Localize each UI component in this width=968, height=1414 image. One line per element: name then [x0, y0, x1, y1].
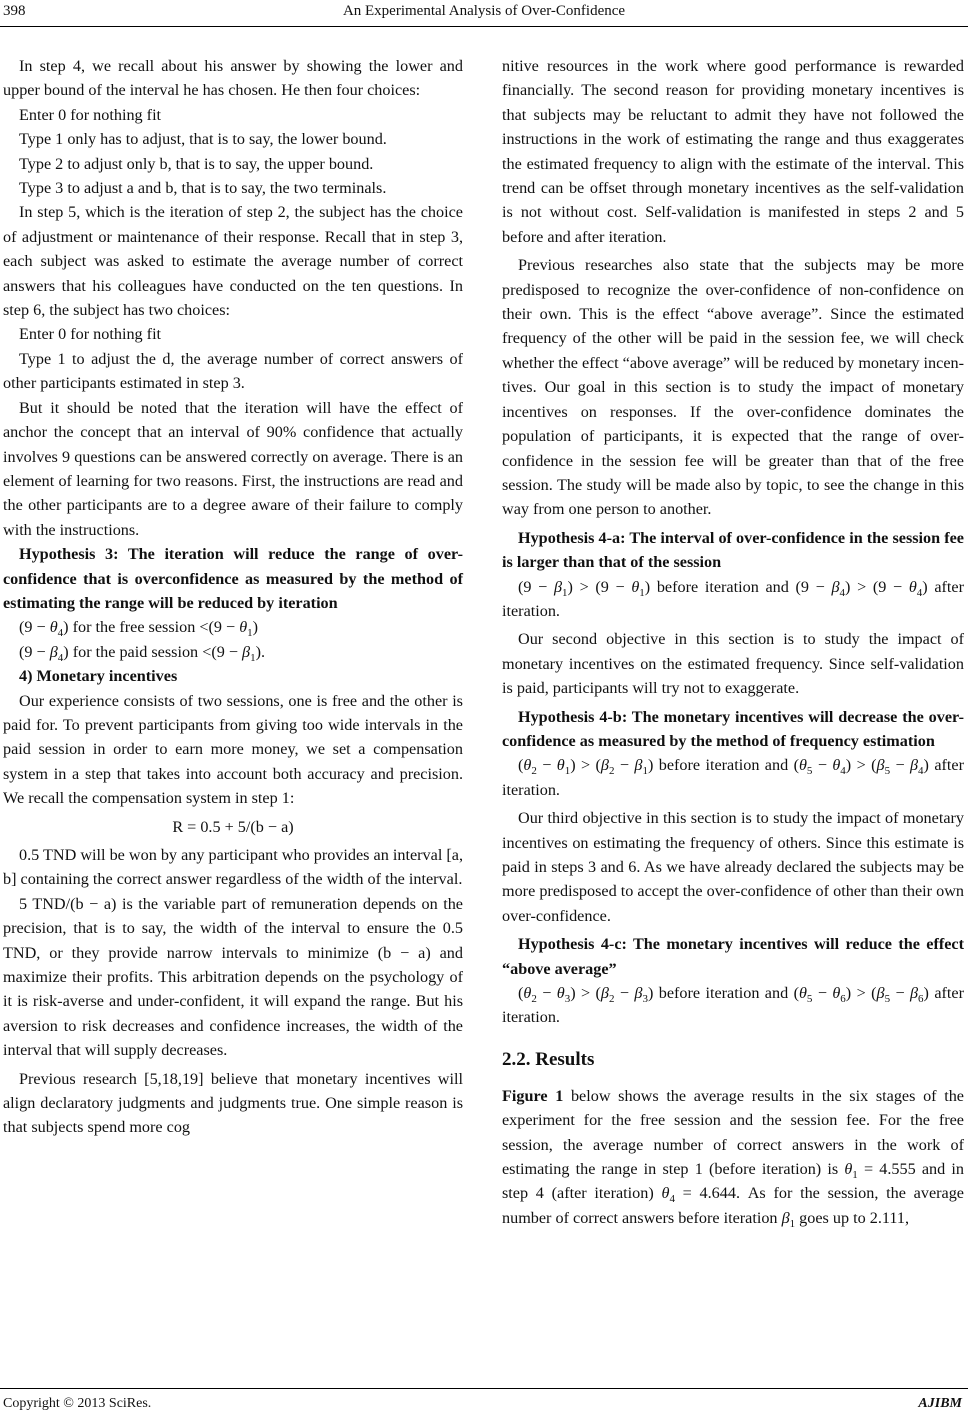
- paragraph: Type 1 to adjust the d, the average number of correct answers of other participants estimated in step 3.: [3, 349, 463, 393]
- equation: $(9 - \theta_4)$ for the free session $<(9 - \theta_1)$: [19, 618, 259, 640]
- figure-reference[interactable]: Figure 1: [502, 1086, 564, 1105]
- paragraph: 0.5 TND will be won by any participant who provides an interval [a, b] containing the correct answer regardless of the width of the interval.: [3, 846, 463, 889]
- formula: R = 0.5 + 5/(b − a): [172, 817, 294, 836]
- paragraph: Enter 0 for nothing fit: [19, 105, 162, 124]
- subsection-heading: 4) Monetary incentives: [19, 667, 178, 686]
- hypothesis-4b: Hypothesis 4-b: The monetary incentives will decrease the over-confidence as measured by the method of frequency estimation: [502, 707, 964, 750]
- header-rule: [0, 26, 968, 27]
- paragraph: Enter 0 for nothing fit: [19, 325, 162, 344]
- copyright: Copyright © 2013 SciRes.: [3, 1396, 152, 1411]
- paragraph: Previous research [5,18,19] believe that monetary incentives will align declaratory judgments and judgments true. One simple reason is that subjects spend more cog: [3, 1069, 463, 1137]
- hypothesis-4a: Hypothesis 4-a: The interval of over-confidence in the session fee is larger than that of the session: [502, 528, 964, 572]
- equation: $(\theta_2 - \theta_3) > (\beta_2 - \beta_3)$ before iteration and $(\theta_5 - \theta_6) > (\beta_5 - \beta_6)$ after iteration.: [502, 984, 964, 1027]
- paragraph: Type 3 to adjust a and b, that is to say, the two terminals.: [19, 179, 387, 198]
- equation: $(9 - \beta_1) > (9 - \theta_1)$ before iteration and $(9 - \beta_4) > (9 - \theta_4)$ after iteration.: [502, 577, 964, 620]
- paragraph: Figure 1 below shows the average results in the six stages of the experiment for the free session and the session fee. For the free session, the average number of correct answers in the work of estimating the range in step 1 (before iteration) is $\theta_1 = 4.555$ and in step 4 (after iteration) $\theta_4 = 4.644$. As for the session, the average number of correct answers before iteration $\beta_1$ goes up to 2.111,: [502, 1086, 965, 1231]
- paragraph: Previous researches also state that the subjects may be more predisposed to recognize the over-confidence of non-confidence on their own. This is the effect “above average”. Since the estimated frequency of the other will be paid in the session fee, we will check whether the effect “above average” will be reduced by monetary incentives. Our goal in this section is to study the impact of monetary incentives on responses. If the over-confidence dominates the population of participants, it is expected that the range of over-confidence in the session fee will be greater than that of the free session. The study will be made also by topic, to see the change in this way from one person to another.: [502, 256, 964, 519]
- left-column: [3, 54, 463, 1140]
- paragraph: 5 TND/(b − a) is the variable part of remuneration depends on the precision, that is to say, the width of the interval to ensure the 0.5 TND, or they provide narrow intervals to minimize (b − a) and maximize their profits. This arbitration depends on the psychology of it is risk-averse and under-confident, it will expand the range. But his aversion to risk decreases and confidence increases, the width of the interval that will supply decreases.: [3, 894, 463, 1060]
- paragraph: Our experience consists of two sessions, one is free and the other is paid for. To prevent participants from giving too wide intervals in the paid session in order to earn more money, we set a compensation system in a step that takes into account both accuracy and precision. We recall the compensation system in step 1:: [3, 691, 463, 808]
- equation: $(9 - \beta_4)$ for the paid session $<(9 - \beta_1)$.: [19, 642, 266, 664]
- paragraph: In step 4, we recall about his answer by showing the lower and upper bound of the interval he has chosen. He then four choices:: [3, 57, 463, 100]
- footer-rule: [0, 1388, 968, 1389]
- journal-name: AJIBM: [918, 1396, 962, 1411]
- paragraph: nitive resources in the work where good performance is rewarded financially. The second reason for providing monetary incentives is that subjects may be reluctant to admit they have not followed the instructions in the work of estimating the range and thus exaggerates the estimated frequency to align with the estimate of the interval. This trend can be offset through monetary incentives as the self-validation is not without cost. Self-validation is manifested in steps 2 and 5 before and after iteration.: [502, 57, 964, 246]
- hypothesis-3: Hypothesis 3: The iteration will reduce the range of over-confidence that is overconfidence as measured by the method of estimating the range will be reduced by iteration: [3, 545, 463, 612]
- equation: $(\theta_2 - \theta_1) > (\beta_2 - \beta_1)$ before iteration and $(\theta_5 - \theta_4) > (\beta_5 - \beta_4)$ after iteration.: [502, 756, 964, 799]
- paragraph: In step 5, which is the iteration of step 2, the subject has the choice of adjustment or maintenance of their response. Recall that in step 3, each subject was asked to estimate the average number of correct answers that his colleagues have conducted on the ten questions. In step 6, the subject has two choices:: [3, 203, 463, 320]
- paragraph: Type 2 to adjust only b, that is to say, the upper bound.: [19, 154, 374, 173]
- section-heading: 2.2. Results: [502, 1048, 595, 1070]
- paragraph: But it should be noted that the iteration will have the effect of anchor the concept that an interval of 90% confidence that actually involves 9 questions can be answered correctly on average. There is an element of learning for two reasons. First, the instructions are read and the other participants are to a degree aware of their failure to comply with the instructions.: [3, 398, 463, 539]
- paragraph: Type 1 only has to adjust, that is to say, the lower bound.: [19, 130, 387, 149]
- page-header: [0, 3, 968, 27]
- hypothesis-4c: Hypothesis 4-c: The monetary incentives will reduce the effect “above average”: [502, 935, 964, 978]
- paragraph: Our second objective in this section is to study the impact of monetary incentives on the estimated frequency. Since self-validation is paid, participants will try not to exaggerate.: [502, 630, 964, 698]
- page-number: 398: [3, 3, 26, 19]
- running-title: An Experimental Analysis of Over-Confidence: [342, 3, 626, 19]
- paragraph: Our third objective in this section is to study the impact of monetary incentives on estimating the frequency of others. Since this estimate is paid in steps 3 and 6. As we have already declared the subjects may be more predisposed to accept the over-confidence of other than their own over-confidence.: [502, 809, 964, 925]
- right-column: [502, 54, 964, 1230]
